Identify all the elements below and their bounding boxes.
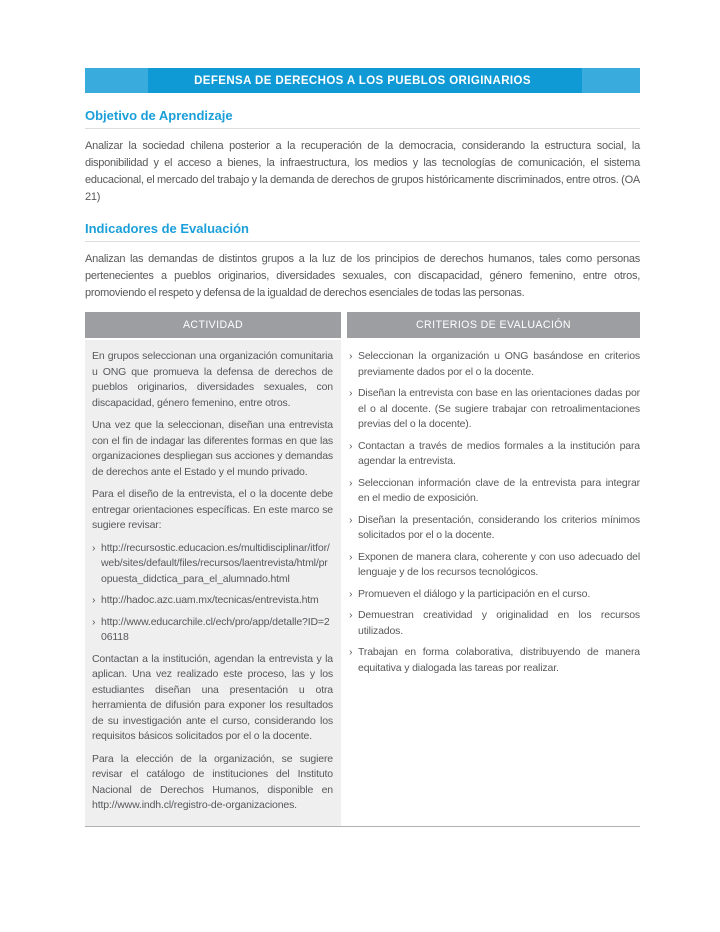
activity-link-url: http://www.educarchile.cl/ech/pro/app/detalle?ID=206118 <box>101 615 330 643</box>
table-header-row <box>85 312 640 338</box>
title-banner <box>85 68 640 93</box>
criteria-item <box>349 587 640 603</box>
activity-link-item <box>92 593 333 609</box>
criteria-text: Demuestran creatividad y originalidad en los recursos utilizados. <box>358 609 640 637</box>
criteria-text: Diseñan la entrevista con base en las orientaciones dadas por el o al docente. (Se sugiere trabajar con retroalimentaciones previas del o la docente). <box>358 387 640 430</box>
criteria-text: Diseñan la presentación, considerando los criterios mínimos solicitados por el o la docente. <box>358 513 640 541</box>
criteria-text: Trabajan en forma colaborativa, distribuyendo de manera equitativa y dialogada las tareas por realizar. <box>358 646 640 674</box>
criteria-text: Seleccionan información clave de la entrevista para integrar en el medio de exposición. <box>358 476 640 504</box>
bullet-icon: › <box>349 609 353 621</box>
criteria-text: Exponen de manera clara, coherente y con uso adecuado del lenguaje y de los recursos tecnológicos. <box>358 550 640 578</box>
bullet-icon: › <box>92 594 96 606</box>
bullet-icon: › <box>349 646 353 658</box>
section-rule <box>85 128 640 129</box>
section-rule <box>85 241 640 242</box>
criteria-item <box>349 439 640 470</box>
activity-cell <box>85 340 341 826</box>
bullet-icon: › <box>92 541 96 554</box>
bullet-icon: › <box>349 439 353 452</box>
section-heading-objetivo: Objetivo de Aprendizaje <box>85 108 233 123</box>
bullet-icon: › <box>349 513 353 526</box>
document-content <box>85 68 640 827</box>
activity-paragraph: Para el diseño de la entrevista, el o la docente debe entregar orientaciones específicas. En este marco se sugiere revisar: <box>92 488 333 531</box>
bullet-icon: › <box>349 476 353 489</box>
activity-paragraph: Una vez que la seleccionan, diseñan una entrevista con el fin de indagar las diferentes formas en que las organizaciones despliegan sus acciones y demandas de derechos ante el Estado y el mundo privado. <box>92 419 333 478</box>
bullet-icon: › <box>92 615 96 628</box>
table-header-actividad: ACTIVIDAD <box>85 312 341 338</box>
bullet-icon: › <box>349 587 353 600</box>
criteria-item <box>349 513 640 544</box>
activity-paragraph: En grupos seleccionan una organización comunitaria u ONG que promueva la defensa de derechos de pueblos originarios, diversidades sexuales, con discapacidad, género femenino, entre otros. <box>92 350 333 409</box>
activity-criteria-table <box>85 312 640 827</box>
section-paragraph-indicadores: Analizan las demandas de distintos grupos a la luz de los principios de derechos humanos, tales como personas pertenecientes a pueblos originarios, diversidades sexuales, con discapacidad, género femenino, entre otros, promoviendo el respeto y defensa de la igualdad de derechos esenciales de todas las personas. <box>85 253 640 299</box>
page-title: DEFENSA DE DERECHOS A LOS PUEBLOS ORIGINARIOS <box>194 74 531 87</box>
activity-link-item <box>92 541 333 588</box>
bullet-icon: › <box>349 387 353 399</box>
criteria-text: Contactan a través de medios formales a la institución para agendar la entrevista. <box>358 439 640 467</box>
criteria-text: Seleccionan la organización u ONG basándose en criterios previamente dados por el o la docente. <box>358 350 640 378</box>
criteria-item <box>349 550 640 581</box>
table-body-row <box>85 340 640 827</box>
bullet-icon: › <box>349 550 353 563</box>
activity-link-item <box>92 615 333 646</box>
criteria-cell <box>347 340 640 826</box>
bullet-icon: › <box>349 350 353 362</box>
criteria-item <box>349 476 640 507</box>
section-heading-indicadores: Indicadores de Evaluación <box>85 221 249 236</box>
criteria-item <box>349 645 640 676</box>
section-paragraph-objetivo: Analizar la sociedad chilena posterior a la recuperación de la democracia, considerando la estructura social, la disponibilidad y el acceso a bienes, la infraestructura, los medios y las tecnologías de comunicación, el sistema educacional, el mercado del trabajo y la demanda de derechos de grupos históricamente discriminados, entre otros. (OA 21) <box>85 140 640 203</box>
criteria-item <box>349 386 640 433</box>
table-header-criterios: CRITERIOS DE EVALUACIÓN <box>347 312 640 338</box>
criteria-text: Promueven el diálogo y la participación en el curso. <box>358 587 591 600</box>
activity-paragraph: Contactan a la institución, agendan la entrevista y la aplican. Una vez realizado este proceso, las y los estudiantes diseñan una presentación u otra herramienta de difusión para exponer los resultados de su investigación ante el curso, considerando los requisitos básicos solicitados por el o la docente. <box>92 652 333 742</box>
activity-paragraph: Para la elección de la organización, se sugiere revisar el catálogo de instituciones del Instituto Nacional de Derechos Humanos, disponible en http://www.indh.cl/registro-de-organizaciones. <box>92 752 333 811</box>
criteria-item <box>349 608 640 639</box>
activity-link-url: http://hadoc.azc.uam.mx/tecnicas/entrevista.htm <box>101 594 319 606</box>
criteria-item <box>349 349 640 380</box>
activity-link-url: http://recursostic.educacion.es/multidisciplinar/itfor/web/sites/default/files/recursos/laentrevista/html/propuesta_didctica_para_el_alumnado.html <box>101 541 330 585</box>
